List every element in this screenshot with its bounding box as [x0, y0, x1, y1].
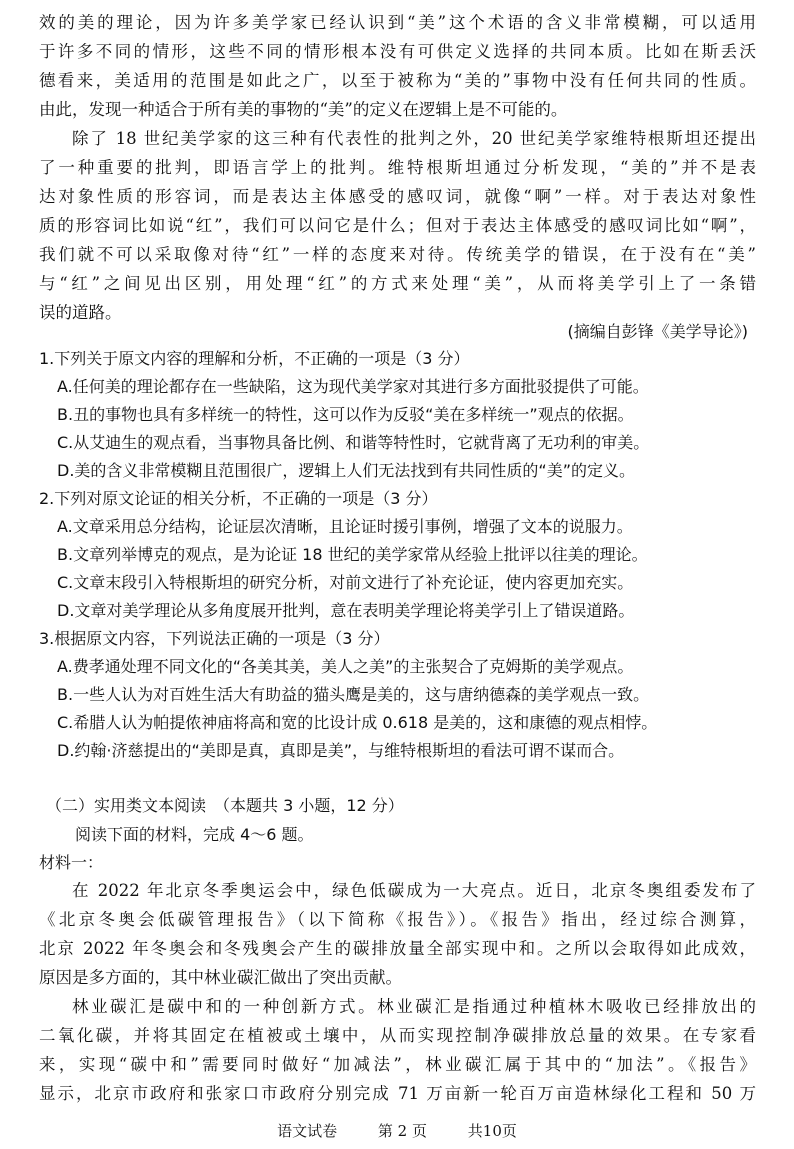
question-stem: 2.下列对原文论证的相关分析，不正确的一项是（3 分）	[39, 489, 438, 508]
question-option[interactable]: A.文章采用总分结构，论证层次清晰，且论证时援引事例，增强了文本的说服力。	[57, 517, 633, 536]
passage-line: 于许多不同的情形，这些不同的情形根本没有可供定义选择的共同本质。比如在斯丢沃	[39, 42, 756, 61]
question-option[interactable]: A.任何美的理论都存在一些缺陷，这为现代美学家对其进行多方面批驳提供了可能。	[57, 377, 649, 396]
question-option[interactable]: B.一些人认为对百姓生活大有助益的猫头鹰是美的，这与唐纳德森的美学观点一致。	[57, 685, 650, 704]
footer-page-number: 第 2 页	[377, 1122, 427, 1140]
material-line: 在 2022 年北京冬季奥运会中，绿色低碳成为一大亮点。近日，北京冬奥组委发布了	[72, 881, 756, 900]
question-option[interactable]: C.希腊人认为帕提侬神庙将高和宽的比设计成 0.618 是美的，这和康德的观点相悖。	[57, 713, 658, 732]
question-option[interactable]: D.文章对美学理论从多角度展开批判，意在表明美学理论将美学引上了错误道路。	[57, 601, 635, 620]
source-citation: (摘编自彭锋《美学导论》)	[567, 322, 748, 341]
passage-line: 达对象性质的形容词，而是表达主体感受的感叹词，就像“啊”一样。对于表达对象性	[39, 187, 756, 206]
material-line: 《北京冬奥会低碳管理报告》（以下简称《报告》）。《报告》指出，经过综合测算，	[39, 910, 756, 929]
page-footer	[0, 1120, 794, 1141]
material-line: 显示，北京市政府和张家口市政府分别完成 71 万亩新一轮百万亩造林绿化工程和 50 万	[39, 1084, 756, 1103]
question-option[interactable]: A.费孝通处理不同文化的“各美其美，美人之美”的主张契合了克姆斯的美学观点。	[57, 657, 634, 676]
material-line: 二氧化碳，并将其固定在植被或土壤中，从而实现控制净碳排放总量的效果。在专家看	[39, 1026, 756, 1045]
material-line: 来，实现“碳中和”需要同时做好“加减法”，林业碳汇属于其中的“加法”。《报告》	[39, 1055, 756, 1074]
question-option[interactable]: C.从艾迪生的观点看，当事物具备比例、和谐等特性时，它就背离了无功利的审美。	[57, 433, 650, 452]
material-line: 林业碳汇是碳中和的一种创新方式。林业碳汇是指通过种植林木吸收已经排放出的	[72, 997, 756, 1016]
material-line: 原因是多方面的，其中林业碳汇做出了突出贡献。	[39, 968, 402, 987]
section-heading: （二）实用类文本阅读 （本题共 3 小题，12 分）	[46, 796, 404, 815]
question-option[interactable]: C.文章末段引入特根斯坦的研究分析，对前文进行了补充论证，使内容更加充实。	[57, 573, 634, 592]
question-stem: 3.根据原文内容，下列说法正确的一项是（3 分）	[39, 629, 390, 648]
material-label: 材料一：	[39, 853, 104, 872]
passage-line: 除了 18 世纪美学家的这三种有代表性的批判之外，20 世纪美学家维特根斯坦还提出	[72, 129, 756, 148]
passage-line: 我们就不可以采取像对待“红”一样的态度来对待。传统美学的错误，在于没有在“美”	[39, 245, 756, 264]
material-line: 北京 2022 年冬奥会和冬残奥会产生的碳排放量全部实现中和。之所以会取得如此成效，	[39, 939, 756, 958]
footer-total-pages: 共10页	[467, 1122, 517, 1140]
passage-line: 了一种重要的批判，即语言学上的批判。维特根斯坦通过分析发现，“美的”并不是表	[39, 158, 756, 177]
question-option[interactable]: B.文章列举博克的观点，是为论证 18 世纪的美学家常从经验上批评以往美的理论。	[57, 545, 648, 564]
passage-line: 由此，发现一种适合于所有美的事物的“美”的定义在逻辑上是不可能的。	[39, 100, 568, 119]
question-option[interactable]: D.美的含义非常模糊且范围很广，逻辑上人们无法找到有共同性质的“美”的定义。	[57, 461, 635, 480]
passage-line: 德看来，美适用的范围是如此之广，以至于被称为“美的”事物中没有任何共同的性质。	[39, 71, 756, 90]
passage-line: 与“红”之间见出区别，用处理“红”的方式来处理“美”，从而将美学引上了一条错	[39, 274, 756, 293]
passage-line: 质的形容词比如说“红”，我们可以问它是什么；但对于表达主体感受的感叹词比如“啊”，	[39, 216, 756, 235]
question-option[interactable]: D.约翰·济慈提出的“美即是真，真即是美”，与维特根斯坦的看法可谓不谋而合。	[57, 741, 625, 760]
passage-line: 效的美的理论，因为许多美学家已经认识到“美”这个术语的含义非常模糊，可以适用	[39, 13, 756, 32]
section-instruction: 阅读下面的材料，完成 4～6 题。	[75, 825, 314, 844]
question-stem: 1.下列关于原文内容的理解和分析，不正确的一项是（3 分）	[39, 349, 470, 368]
question-option[interactable]: B.丑的事物也具有多样统一的特性，这可以作为反驳“美在多样统一”观点的依据。	[57, 405, 634, 424]
passage-line: 误的道路。	[39, 303, 122, 322]
footer-subject: 语文试卷	[277, 1122, 338, 1140]
